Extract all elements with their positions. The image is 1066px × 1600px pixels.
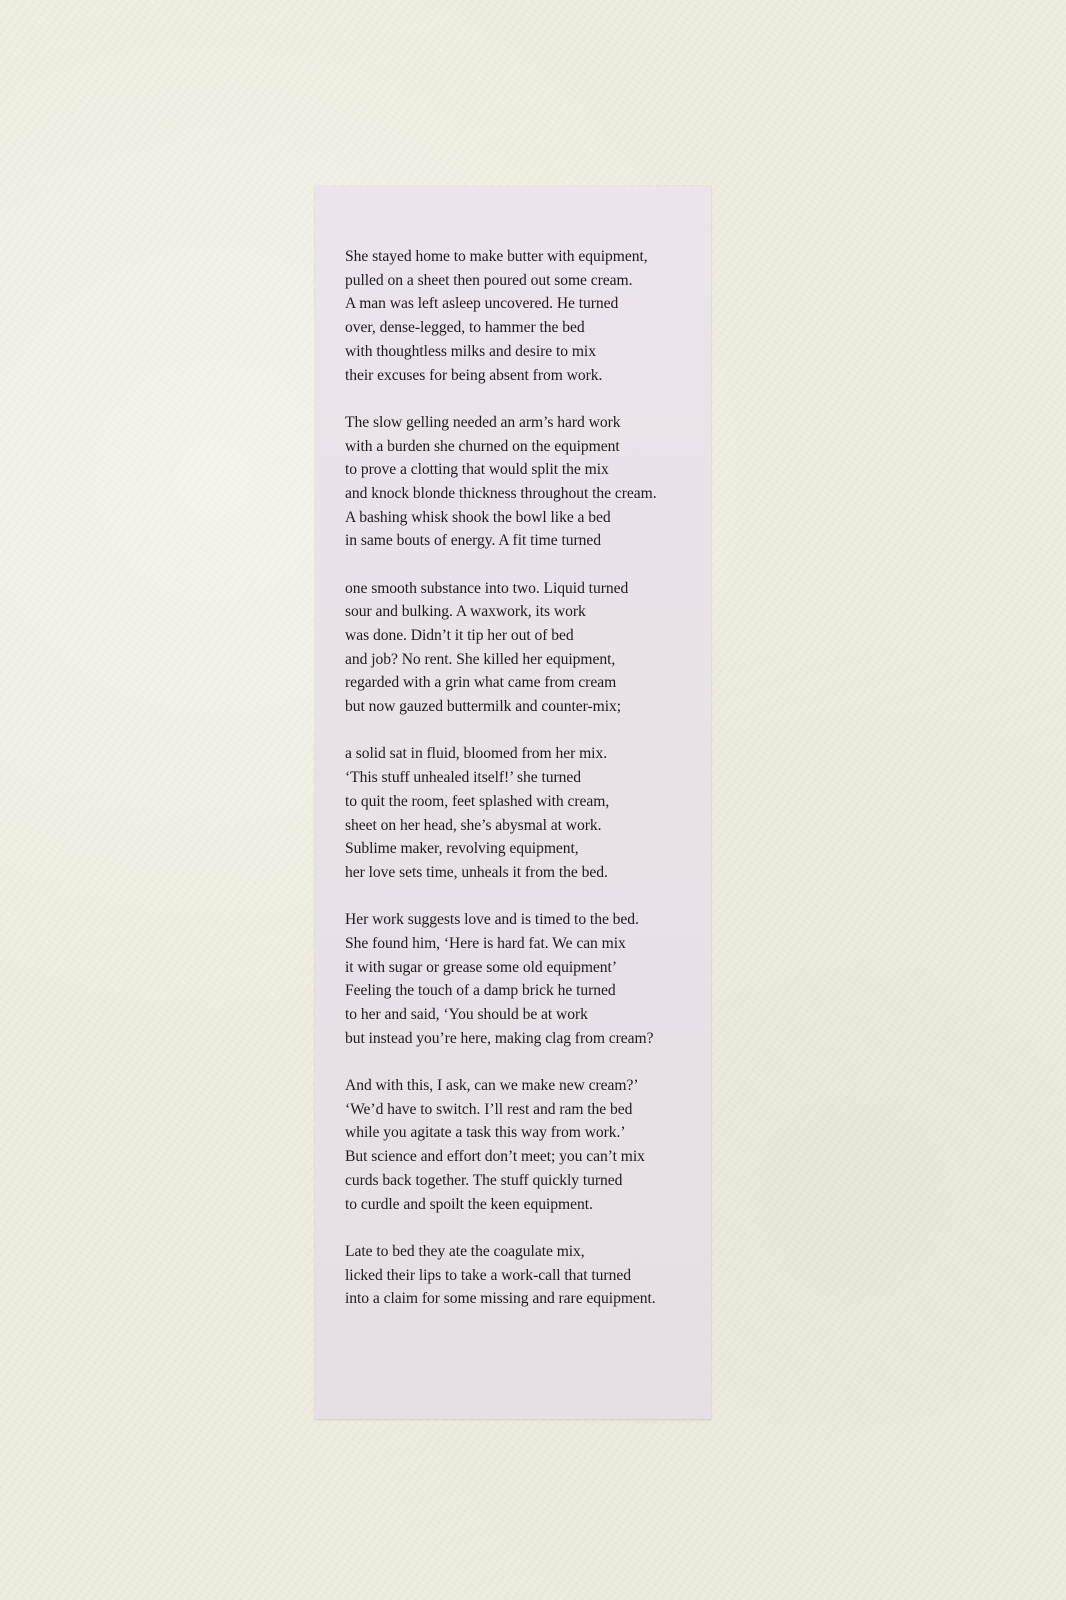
poem-line: and job? No rent. She killed her equipment, [345,650,616,668]
poem-line: A bashing whisk shook the bowl like a bed [345,508,611,526]
poem-line: their excuses for being absent from work. [345,366,603,384]
poem-line: it with sugar or grease some old equipment’ [345,958,617,976]
poem-line: into a claim for some missing and rare equipment. [345,1290,656,1308]
stanza-2 [345,411,705,553]
stanza-1 [345,245,705,387]
stanza-4 [345,742,705,884]
poem-line: The slow gelling needed an arm’s hard work [345,413,621,431]
poem-line: but now gauzed buttermilk and counter-mix; [345,698,622,716]
poem-line: curds back together. The stuff quickly turned [345,1171,623,1189]
poem-line: to curdle and spoilt the keen equipment. [345,1195,593,1213]
poem-line: ‘We’d have to switch. I’ll rest and ram the bed [345,1100,633,1118]
poem-line: in same bouts of energy. A fit time turned [345,532,602,550]
poem-line: her love sets time, unheals it from the bed. [345,863,608,881]
poem-line: one smooth substance into two. Liquid turned [345,579,629,597]
poem-sheet [315,186,711,1419]
poem-line: Late to bed they ate the coagulate mix, [345,1242,585,1260]
stanza-7 [345,1240,705,1311]
poem-line: sour and bulking. A waxwork, its work [345,603,586,621]
stanza-5 [345,908,705,1050]
poem-line: but instead you’re here, making clag from cream? [345,1029,654,1047]
poem-line: But science and effort don’t meet; you can’t mix [345,1148,645,1166]
poem-line: Feeling the touch of a damp brick he turned [345,982,616,1000]
poem-line: to prove a clotting that would split the mix [345,461,609,479]
poem-line: with thoughtless milks and desire to mix [345,342,596,360]
poem-line: to her and said, ‘You should be at work [345,1006,588,1024]
stanza-6 [345,1074,705,1216]
poem [345,245,705,1335]
poem-line: She stayed home to make butter with equipment, [345,248,648,265]
poem-line: ‘This stuff unhealed itself!’ she turned [345,769,582,787]
poem-line: while you agitate a task this way from work.’ [345,1124,626,1142]
poem-line: Her work suggests love and is timed to the bed. [345,911,639,929]
stanza-3 [345,577,705,719]
poem-line: over, dense-legged, to hammer the bed [345,319,585,337]
poem-line: And with this, I ask, can we make new cream?’ [345,1077,639,1095]
poem-line: She found him, ‘Here is hard fat. We can mix [345,934,626,952]
poem-line: A man was left asleep uncovered. He turned [345,295,619,313]
poem-line: with a burden she churned on the equipment [345,437,620,455]
poem-line: was done. Didn’t it tip her out of bed [345,627,574,645]
poem-line: regarded with a grin what came from cream [345,674,617,692]
poem-line: licked their lips to take a work-call that turned [345,1266,631,1284]
poem-line: pulled on a sheet then poured out some cream. [345,271,633,289]
poem-line: a solid sat in fluid, bloomed from her mix. [345,745,608,763]
poem-line: to quit the room, feet splashed with cream, [345,792,610,810]
poem-line: Sublime maker, revolving equipment, [345,840,579,858]
poem-line: sheet on her head, she’s abysmal at work. [345,816,602,834]
poem-line: and knock blonde thickness throughout the cream. [345,484,657,502]
